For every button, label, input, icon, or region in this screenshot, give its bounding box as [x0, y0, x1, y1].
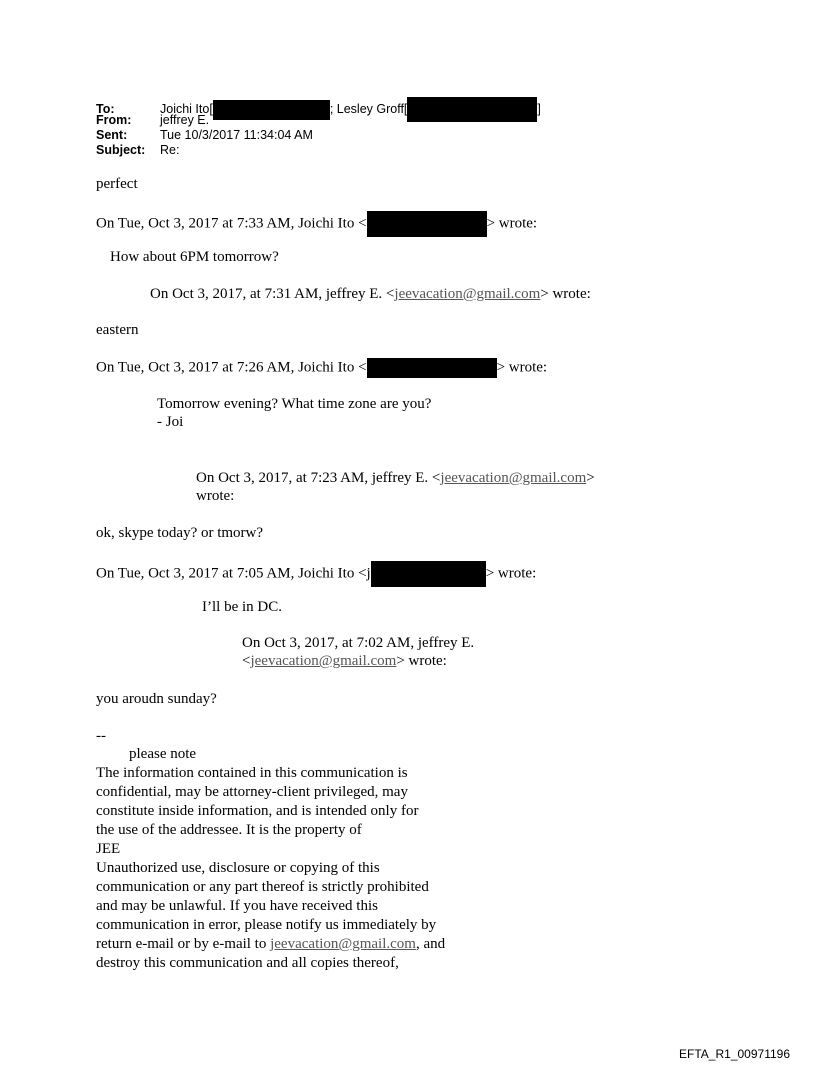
- disclaimer-block: [96, 764, 445, 973]
- quote-header-bracket: <: [242, 653, 251, 669]
- from-line: [96, 113, 209, 128]
- from-label: From:: [96, 113, 132, 127]
- disclaimer-line: communication or any part thereof is strictly prohibited: [96, 879, 429, 895]
- message-signoff: - Joi: [157, 414, 184, 430]
- redaction-box: [213, 100, 330, 120]
- disclaimer-line: destroy this communication and all copies thereof,: [96, 955, 399, 971]
- quote-header: [196, 469, 595, 488]
- message-text: you aroudn sunday?: [96, 691, 217, 707]
- quote-header-wrote: > wrote:: [540, 286, 591, 302]
- to-label: To:: [96, 101, 115, 116]
- quote-header: [242, 652, 447, 671]
- from-value: jeffrey E.: [160, 113, 210, 127]
- disclaimer-line: and may be unlawful. If you have received this: [96, 898, 378, 914]
- email-link[interactable]: jeevacation@gmail.com: [250, 653, 397, 669]
- disclaimer-line: the use of the addressee. It is the property of: [96, 822, 362, 838]
- quote-header-text: On Tue, Oct 3, 2017 at 7:05 AM, Joichi Ito <j: [96, 565, 371, 582]
- signature-note: please note: [129, 746, 197, 762]
- quote-header-text: On Tue, Oct 3, 2017 at 7:33 AM, Joichi Ito <: [96, 215, 367, 232]
- quote-header: [96, 561, 536, 587]
- quote-header-wrote: wrote:: [196, 488, 235, 504]
- disclaimer-line: confidential, may be attorney-client privileged, may: [96, 784, 408, 800]
- sent-line: [96, 128, 313, 143]
- quote-header: [96, 358, 547, 378]
- disclaimer-line: [96, 935, 445, 954]
- disclaimer-text: , and: [415, 936, 446, 952]
- disclaimer-line: constitute inside information, and is intended only for: [96, 803, 419, 819]
- to-separator: ; Lesley Groff[: [329, 101, 408, 116]
- quote-header-bracket: >: [586, 470, 595, 486]
- disclaimer-line: The information contained in this communication is: [96, 765, 408, 781]
- sent-value: Tue 10/3/2017 11:34:04 AM: [160, 128, 313, 142]
- message-text: How about 6PM tomorrow?: [110, 249, 279, 265]
- message-text: perfect: [96, 176, 138, 192]
- redaction-box: [367, 211, 487, 237]
- signature-separator: --: [96, 728, 106, 744]
- quote-header: [96, 211, 537, 237]
- subject-value: Re:: [160, 143, 180, 157]
- subject-line: [96, 143, 179, 158]
- redaction-box: [367, 358, 497, 378]
- email-link[interactable]: jeevacation@gmail.com: [270, 936, 416, 952]
- quote-header-wrote: > wrote:: [496, 359, 548, 376]
- email-link[interactable]: jeevacation@gmail.com: [394, 286, 541, 302]
- subject-label: Subject:: [96, 143, 146, 157]
- quote-header-wrote: > wrote:: [485, 565, 537, 582]
- quote-header-wrote: > wrote:: [486, 215, 538, 232]
- to-end-bracket: ]: [537, 101, 541, 116]
- quote-header-text: On Tue, Oct 3, 2017 at 7:26 AM, Joichi Ito <: [96, 359, 367, 376]
- disclaimer-text: return e-mail or by e-mail to: [96, 936, 271, 952]
- bates-number: EFTA_R1_00971196: [679, 1047, 790, 1061]
- message-text: eastern: [96, 322, 139, 338]
- quote-header-text: On Oct 3, 2017, at 7:23 AM, jeffrey E. <: [196, 470, 441, 486]
- disclaimer-line: Unauthorized use, disclosure or copying of this: [96, 860, 380, 876]
- quote-header-line: On Oct 3, 2017, at 7:02 AM, jeffrey E.: [242, 635, 475, 651]
- message-text: Tomorrow evening? What time zone are you?: [157, 396, 432, 412]
- sent-label: Sent:: [96, 128, 128, 142]
- redaction-box: [407, 97, 537, 122]
- disclaimer-line: JEE: [96, 841, 121, 857]
- redaction-box: [371, 561, 486, 587]
- quote-header: [150, 285, 591, 304]
- disclaimer-line: communication in error, please notify us immediately by: [96, 917, 437, 933]
- to-recipient-1: Joichi Ito[: [160, 101, 213, 116]
- quote-header-wrote: > wrote:: [396, 653, 447, 669]
- message-text: I’ll be in DC.: [202, 599, 282, 615]
- message-text: ok, skype today? or tmorw?: [96, 525, 264, 541]
- email-link[interactable]: jeevacation@gmail.com: [440, 470, 587, 486]
- quote-header-text: On Oct 3, 2017, at 7:31 AM, jeffrey E. <: [150, 286, 395, 302]
